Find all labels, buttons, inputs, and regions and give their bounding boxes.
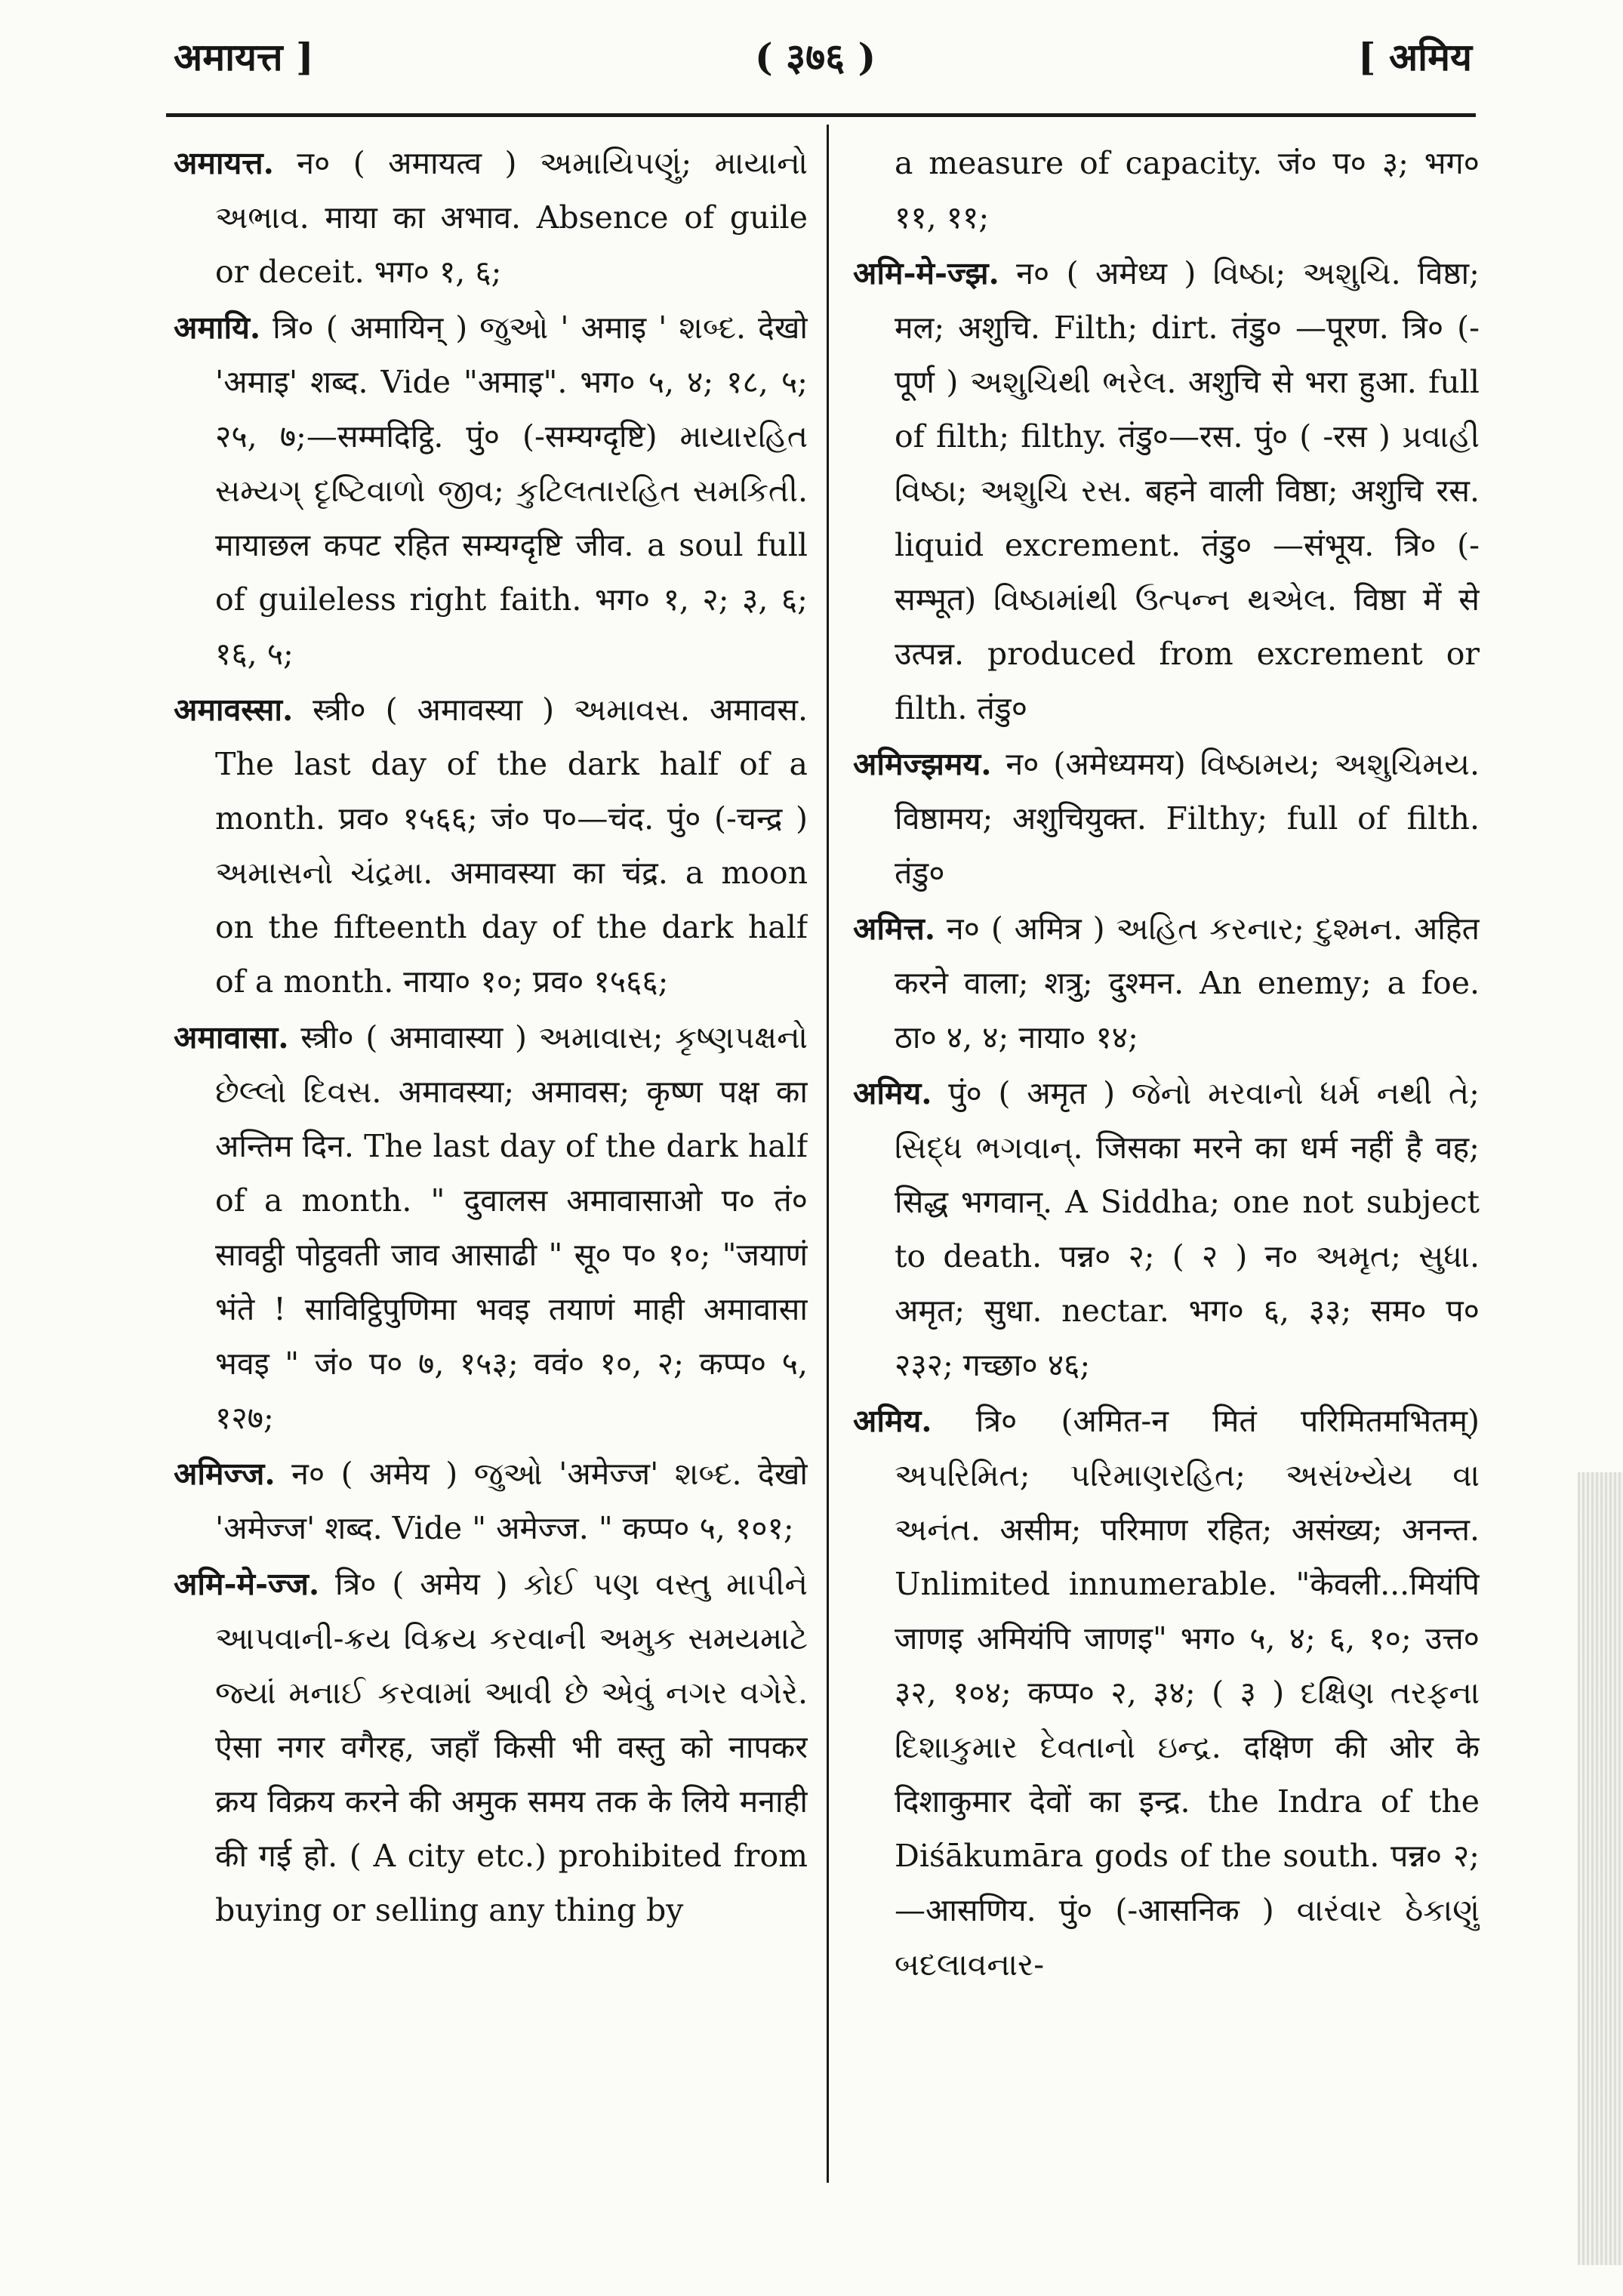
entry-body: न० ( अमायत्व ) અમાયિપણું; માયાનો અભાવ. माया का अभाव. Absence of guile or deceit. भग० १, ६; [215,145,808,290]
entry-body: त्रि० (अमित-न मितं परिमितमभितम्) અપરિમિત; પરિમાણરહિત; અસંખ્યેય વા અનંત. असीम; परिमाण रहित; असंख्य; अनन्त. Unlimited innumerable. "केवली...मियंपि जाणइ अमियंपि जाणइ" भग० ५, ४; ६, १०; उत्त० ३२, १०४; कप्प० २, ३४; ( ३ ) દક્ષિણ તરફના દિશાકુમાર દેવતાનો ઇન્દ્ર. दक्षिण की ओर के दिशाकुमार देवों का इन्द्र. the Indra of the Diśākumāra gods of the south. पन्न० २;—आसणिय. पुं० (-आसनिक ) વારંવાર ઠેકાણું બદલાવનાર- [895,1403,1480,1983]
dictionary-entry [174,1010,808,1445]
dictionary-entry [853,1394,1480,1992]
right-column [853,136,1480,2183]
dictionary-entry-continuation [853,136,1480,245]
dictionary-entry [174,300,808,681]
headword: अमि-मे-ज्ज. [174,1566,320,1602]
entry-body: न० ( अमेध्य ) વિષ્ઠા; અશુચિ. विष्ठा; मल; अशुचि. Filth; dirt. तंडु० —पूरण. त्रि० (-पूर्ण ) અશુચિથી ભરેલ. अशुचि से भरा हुआ. full of filth; filthy. तंडु०—रस. पुं० ( -रस ) પ્રવાહી વિષ્ઠા; અશુચિ રસ. बहने वाली विष्ठा; अशुचि रस. liquid excrement. तंडु० —संभूय. त्रि० (-सम्भूत) વિષ્ઠામાંથી ઉત્પન્ન થએલ. विष्ठा में से उत्पन्न. produced from excrement or filth. तंडु० [895,255,1480,726]
entry-body: a measure of capacity. जं० प० ३; भग० ११, ११; [895,145,1480,236]
entry-body: न० ( अमित्र ) અહિત કરનાર; દુશ્મન. अहित करने वाला; शत्रु; दुश्मन. An enemy; a foe. ठा० ४, ४; नाया० १४; [895,911,1480,1056]
entry-body: पुं० ( अमृत ) જેનો મરવાનો ધર્મ નથી તે; સિદ્ધ ભગવાન્. जिसका मरने का धर्म नहीं है वह; सिद्ध भगवान्. A Siddha; one not subject to death. पन्न० २; ( २ ) न० અમૃત; સુધા. अमृत; सुधा. nectar. भग० ६, ३३; सम० प० २३२; गच्छा० ४६; [895,1075,1480,1383]
headword: अमायत्त. [174,145,274,181]
column-divider [827,125,829,2183]
dictionary-entry [174,1447,808,1555]
headword: अमिय. [853,1403,932,1439]
headword: अमिज्ज. [174,1456,276,1492]
entry-body: त्रि० ( अमेय ) કોઈ પણ વસ્તુ માપીને આપવાની-ક્રય વિક્રય કરવાની અમુક સમયમાટે જ્યાં મનાઈ કરવામાં આવી છે એવું નગર વગેરે. ऐसा नगर वगैरह, जहाँ किसी भी वस्तु को नापकर क्रय विक्रय करने की अमुक समय तक के लिये मनाही की गई हो. ( A city etc.) prohibited from buying or selling any thing by [215,1566,808,1928]
dictionary-entry [853,737,1480,900]
headword: अमायि. [174,310,261,346]
headword: अमावस्सा. [174,692,294,728]
headword: अमिज्झमय. [853,746,992,782]
left-column [174,136,808,2183]
entry-body: त्रि० ( अमायिन् ) જુઓ ' अमाइ ' શબ્દ. देखो 'अमाइ' शब्द. Vide "अमाइ". भग० ५, ४; १८, ५; २५, ७;—सम्मदिट्ठि. पुं० (-सम्यग्दृष्टि) માયારહિત સમ્યગ્ દૃષ્ટિવાળો જીવ; કુટિલતારહિત સમકિતી. मायाछल कपट रहित सम्यग्दृष्टि जीव. a soul full of guileless right faith. भग० १, २; ३, ६; १६, ५; [215,310,808,672]
entry-body: स्त्री० ( अमावास्या ) અમાવાસ; કૃષ્ણપક્ષનો છેલ્લો દિવસ. अमावस्या; अमावस; कृष्ण पक्ष का अन्तिम दिन. The last day of the dark half of a month. " दुवालस अमावासाओ प० तं० सावट्ठी पोट्ठवती जाव आसाढी " सू० प० १०; "जयाणं भंते ! साविट्ठिपुणिमा भवइ तयाणं माही अमावासा भवइ " जं० प० ७, १५३; ववं० १०, २; कप्प० ५, १२७; [215,1019,808,1436]
dictionary-entry [853,1066,1480,1392]
entry-body: स्त्री० ( अमावस्या ) અમાવસ. अमावस. The last day of the dark half of a month. प्रव० १५६६; जं० प०—चंद. पुं० (-चन्द्र ) અમાસનો ચંદ્રમા. अमावस्या का चंद्र. a moon on the fifteenth day of the dark half of a month. नाया० १०; प्रव० १५६६; [215,692,808,1000]
page-header [174,30,1472,83]
header-left-guideword: अमायत्त ] [174,35,314,79]
headword: अमित्त. [853,911,936,947]
dictionary-entry [853,901,1480,1065]
dictionary-entry [174,136,808,299]
page-number: ( ३७६ ) [755,35,876,79]
headword: अमि-मे-ज्झ. [853,255,999,291]
entry-body: न० (अमेध्यमय) વિષ્ઠામય; અશુચિમય. विष्ठामय; अशुचियुक्त. Filthy; full of filth. तंडु० [895,746,1480,891]
dictionary-entry [853,246,1480,735]
page-edge-shadow [1578,1472,1623,2265]
dictionary-entry [174,683,808,1009]
header-rule [166,113,1476,117]
headword: अमिय. [853,1075,932,1111]
headword: अमावासा. [174,1019,289,1056]
header-right-guideword: [ अमिय [1357,35,1472,79]
entry-body: न० ( अमेय ) જુઓ 'अमेज्ज' શબ્દ. देखो 'अमेज्ज' शब्द. Vide " अमेज्ज. " कप्प० ५, १०१; [215,1456,808,1546]
dictionary-entry [174,1557,808,1937]
